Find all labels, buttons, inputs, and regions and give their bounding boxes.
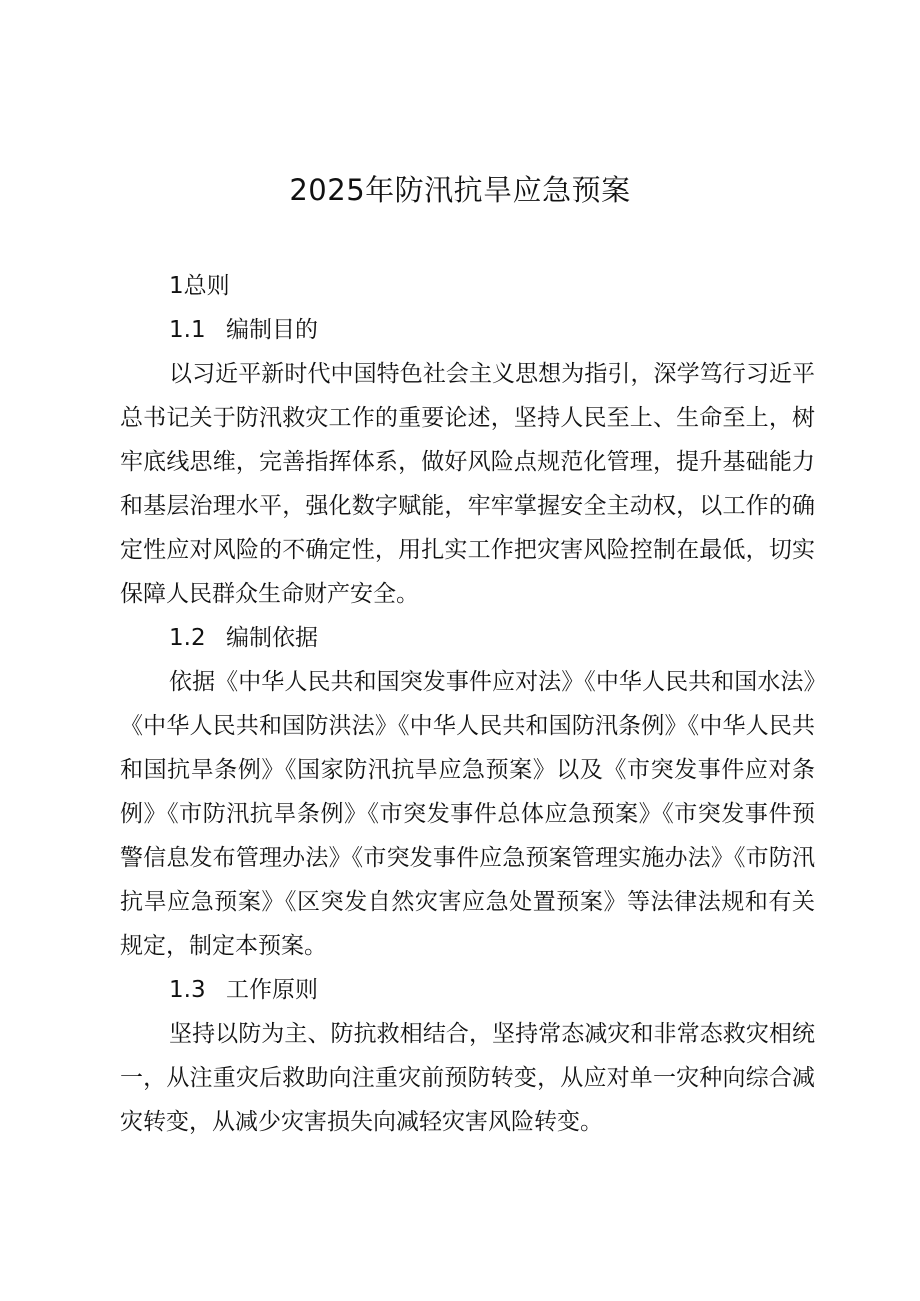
section-number-1-1: 1.1 xyxy=(169,317,206,343)
section-number-1-2: 1.2 xyxy=(169,625,206,651)
paragraph-1-1: 以习近平新时代中国特色社会主义思想为指引，深学笃行习近平总书记关于防汛救灾工作的重要论述，坚持人民至上、生命至上，树牢底线思维，完善指挥体系，做好风险点规范化管理，提升基础能力和基层治理水平，强化数字赋能，牢牢掌握安全主动权，以工作的确定性应对风险的不确定性，用扎实工作把灾害风险控制在最低，切实保障人民群众生命财产安全。 xyxy=(120,361,815,607)
section-heading-1-2 xyxy=(120,616,815,660)
section-heading-1-1 xyxy=(120,308,815,352)
paragraph-1-2: 依据《中华人民共和国突发事件应对法》《中华人民共和国水法》《中华人民共和国防洪法》《中华人民共和国防汛条例》《中华人民共和国抗旱条例》《国家防汛抗旱应急预案》以及《市突发事件应对条例》《市防汛抗旱条例》《市突发事件总体应急预案》《市突发事件预警信息发布管理办法》《市突发事件应急预案管理实施办法》《市防汛抗旱应急预案》《区突发自然灾害应急处置预案》等法律法规和有关规定，制定本预案。 xyxy=(120,669,815,959)
section-heading-1 xyxy=(120,264,815,308)
section-heading-1-2-text: 编制依据 xyxy=(226,625,318,651)
paragraph-1-3: 坚持以防为主、防抗救相结合，坚持常态减灾和非常态救灾相统一，从注重灾后救助向注重灾前预防转变，从应对单一灾种向综合减灾转变，从减少灾害损失向减轻灾害风险转变。 xyxy=(120,1021,815,1135)
section-heading-1-1-text: 编制目的 xyxy=(226,317,318,343)
section-heading-1-text: 1总则 xyxy=(169,273,230,299)
section-number-1-3: 1.3 xyxy=(169,977,206,1003)
document-body xyxy=(120,264,815,1144)
section-heading-1-3-text: 工作原则 xyxy=(226,977,318,1003)
document-title: 2025年防汛抗旱应急预案 xyxy=(289,173,631,207)
section-heading-1-3 xyxy=(120,968,815,1012)
